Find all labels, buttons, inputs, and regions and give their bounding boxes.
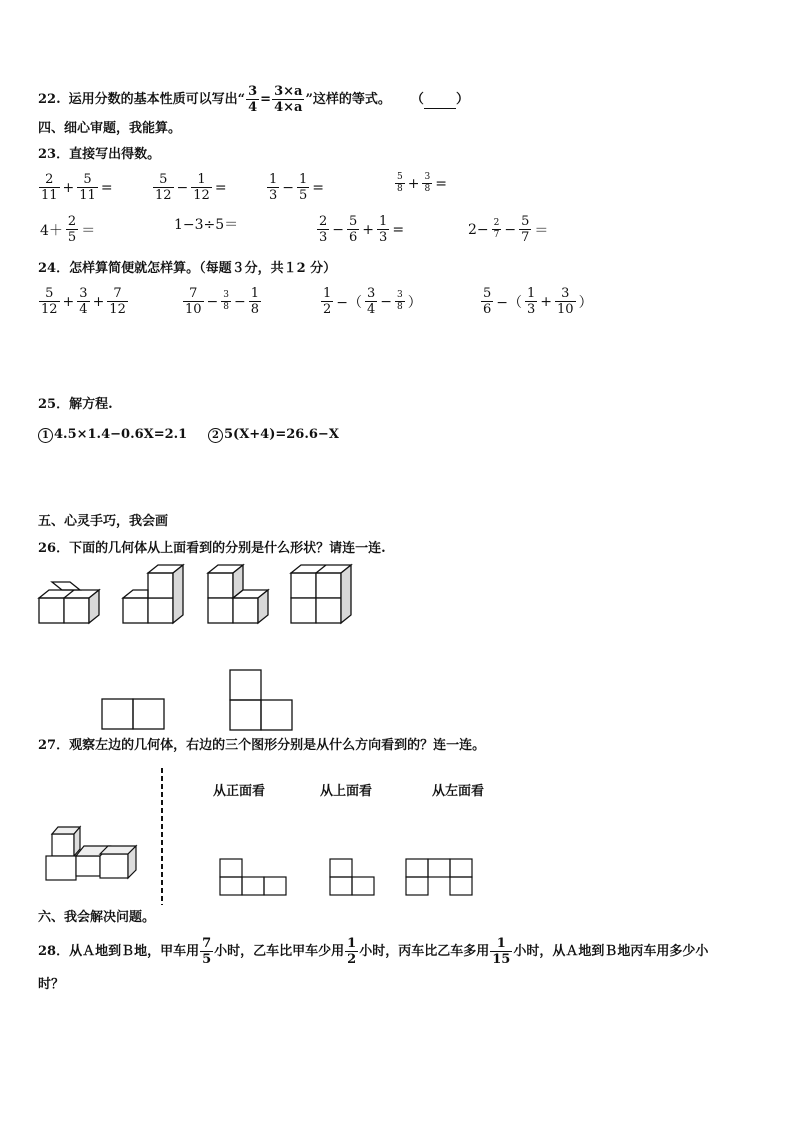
q27-title: 27．观察左边的几何体，右边的三个图形分别是从什么方向看到的？连一连。	[38, 738, 486, 753]
q27-label-left: 从左面看	[432, 784, 485, 799]
fraction: $\frac{7}{10}$	[185, 286, 202, 317]
operator: +	[407, 175, 420, 192]
q28-text-1: 从Ａ地到Ｂ地，甲车用	[69, 943, 200, 959]
operator: =	[392, 221, 405, 238]
q22-fraction-2: $\frac{3\times a}{4\times a}$	[274, 84, 303, 115]
q25-equation-2: 2 5(X+4)=26.6−X	[208, 426, 339, 444]
q22-answer-paren: （ ）	[410, 91, 469, 107]
fraction: $\frac{5}{6}$	[483, 286, 492, 317]
operator: −	[206, 293, 219, 310]
q28-text-2: 小时，乙车比甲车少用	[214, 943, 345, 959]
fraction: $\frac{2}{11}$	[41, 172, 58, 203]
q28-fraction-2: $\frac{1}{2}$	[347, 936, 357, 967]
fraction: $\frac{3}{4}$	[79, 286, 88, 317]
fraction: $\frac{1}{2}$	[323, 286, 332, 317]
q24-title: 24．怎样算简便就怎样算。（每题３分，共１2 分）	[38, 261, 337, 276]
operator: +	[92, 293, 105, 310]
fraction: $\frac{1}{3}$	[379, 214, 388, 245]
q22-equals: =	[260, 91, 272, 107]
fraction: $\frac{1}{12}$	[193, 172, 210, 203]
operator: ＝	[81, 222, 96, 239]
fraction: $\frac{2}{3}$	[319, 214, 328, 245]
fraction: $\frac{3}{10}$	[557, 286, 574, 317]
operator: −	[176, 179, 189, 196]
q23-title: 23．直接写出得数。	[38, 147, 161, 162]
section-6-heading: 六、我会解决问题。	[38, 910, 156, 925]
q22-text-after: ”这样的等式。	[305, 91, 391, 107]
operator: −	[282, 179, 295, 196]
fraction: $\frac{3}{8}$	[424, 172, 431, 194]
operator: ＝	[534, 222, 549, 239]
operator: +	[540, 293, 553, 310]
fraction: $\frac{3}{4}$	[367, 286, 376, 317]
q28-line-2: 时？	[38, 977, 65, 992]
q28-line-1	[38, 936, 708, 967]
q27-label-front: 从正面看	[213, 784, 266, 799]
operator: −	[332, 221, 345, 238]
fraction: $\frac{1}{5}$	[299, 172, 308, 203]
operator: 4＋	[40, 222, 63, 239]
section-4-heading: 四、细心审题，我能算。	[38, 121, 182, 136]
q25-equation-1: 1 4.5×1.4−0.6X=2.1	[38, 426, 187, 444]
q28-fraction-3: $\frac{1}{15}$	[492, 936, 511, 967]
operator: =	[100, 179, 113, 196]
q27-view-top[interactable]	[330, 859, 374, 895]
fraction: $\frac{5}{7}$	[521, 214, 530, 245]
fraction: $\frac{3}{8}$	[223, 290, 230, 312]
operator: 2−	[468, 221, 489, 238]
operator: =	[435, 175, 447, 192]
q28-fraction-1: $\frac{7}{5}$	[202, 936, 212, 967]
q27-view-left[interactable]	[406, 859, 472, 895]
circled-number-2-icon: 2	[208, 428, 223, 443]
operator: ）	[407, 294, 422, 311]
fraction: $\frac{5}{6}$	[349, 214, 358, 245]
operator: ）	[578, 294, 593, 311]
q22-fraction-1: $\frac{3}{4}$	[248, 84, 258, 115]
q28-number: 28．	[38, 943, 70, 959]
operator: +	[62, 179, 75, 196]
fraction: $\frac{5}{12}$	[41, 286, 58, 317]
operator: =	[312, 179, 325, 196]
fraction: $\frac{2}{7}$	[493, 218, 500, 240]
fraction: $\frac{1}{3}$	[269, 172, 278, 203]
fraction: $\frac{5}{12}$	[155, 172, 172, 203]
q28-text-3: 小时，丙车比乙车多用	[359, 943, 490, 959]
q28-text-4: 小时，从Ａ地到Ｂ地丙车用多少小	[513, 943, 709, 959]
q25-title: 25．解方程.	[38, 397, 113, 412]
operator: =	[214, 179, 227, 196]
fraction: $\frac{2}{5}$	[67, 214, 77, 245]
fraction: $\frac{5}{8}$	[397, 172, 403, 194]
fraction: $\frac{1}{3}$	[527, 286, 536, 317]
q27-view-front[interactable]	[220, 859, 286, 895]
q27-label-top: 从上面看	[320, 784, 373, 799]
circled-number-1-icon: 1	[38, 428, 53, 443]
fraction: $\frac{3}{8}$	[397, 290, 403, 312]
operator: +	[62, 293, 75, 310]
operator: −（	[336, 294, 363, 311]
operator: +	[362, 221, 375, 238]
q27-solid[interactable]	[46, 827, 136, 880]
operator: −	[234, 293, 246, 310]
q26-title: 26．下面的几何体从上面看到的分别是什么形状？请连一连.	[38, 541, 386, 556]
fraction: $\frac{5}{11}$	[79, 172, 96, 203]
fraction: $\frac{1}{8}$	[250, 286, 260, 317]
operator: −（	[496, 294, 523, 311]
section-5-heading: 五、心灵手巧，我会画	[38, 514, 169, 529]
operator: −	[504, 221, 517, 238]
q22-number: 22.	[38, 91, 61, 107]
operator: −	[380, 293, 393, 310]
fraction: $\frac{7}{12}$	[109, 286, 126, 317]
operator: 1−3÷5＝	[174, 217, 239, 233]
q22-text-before: 运用分数的基本性质可以写出“	[68, 91, 246, 107]
